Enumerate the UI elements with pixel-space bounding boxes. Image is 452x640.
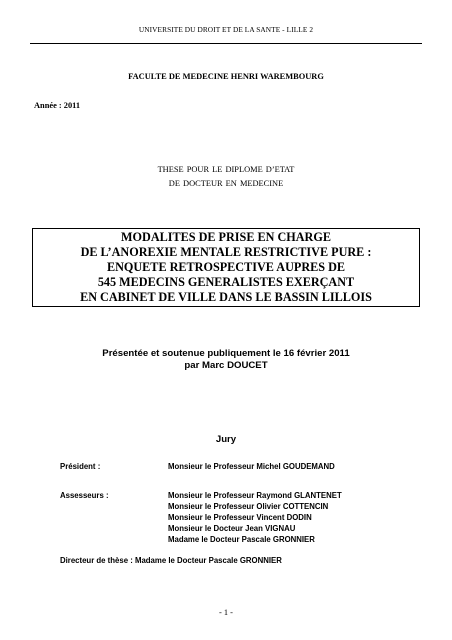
assessor-name: Monsieur le Professeur Vincent DODIN (168, 513, 312, 522)
jury-heading: Jury (215, 434, 237, 445)
president-name: Monsieur le Professeur Michel GOUDEMAND (168, 462, 335, 471)
title-line: 545 MEDECINS GENERALISTES EXERÇANT (97, 275, 355, 289)
thesis-type (0, 163, 452, 191)
title-line: MODALITES DE PRISE EN CHARGE (121, 230, 331, 244)
assessor-name: Monsieur le Professeur Olivier COTTENCIN (168, 502, 329, 511)
assessor-name: Monsieur le Docteur Jean VIGNAU (168, 524, 296, 533)
author-name: par Marc DOUCET (184, 360, 268, 371)
presentation-block (0, 348, 452, 372)
presentation-date: Présentée et soutenue publiquement le 16 février 2011 (102, 348, 350, 359)
assessors-label: Assesseurs : (60, 491, 109, 500)
thesis-director: Directeur de thèse : Madame le Docteur Pascale GRONNIER (60, 556, 282, 565)
assessor-name: Madame le Docteur Pascale GRONNIER (168, 535, 315, 544)
assessor-name: Monsieur le Professeur Raymond GLANTENET (168, 491, 342, 500)
faculty-name: FACULTE DE MEDECINE HENRI WAREMBOURG (128, 72, 324, 81)
thesis-line-1: THESE POUR LE DIPLOME D’ETAT (157, 165, 295, 174)
page-number: - 1 - (219, 608, 233, 617)
thesis-title-box (32, 228, 420, 307)
university-header: UNIVERSITE DU DROIT ET DE LA SANTE - LILLE 2 (138, 25, 314, 34)
thesis-line-2: DE DOCTEUR EN MEDECINE (168, 179, 284, 188)
academic-year: Année : 2011 (34, 101, 81, 110)
title-line: DE L’ANOREXIE MENTALE RESTRICTIVE PURE : (80, 245, 372, 259)
header-divider (30, 43, 422, 44)
title-line: EN CABINET DE VILLE DANS LE BASSIN LILLOIS (80, 290, 372, 304)
president-label: Président : (60, 462, 101, 471)
title-line: ENQUETE RETROSPECTIVE AUPRES DE (106, 260, 346, 274)
